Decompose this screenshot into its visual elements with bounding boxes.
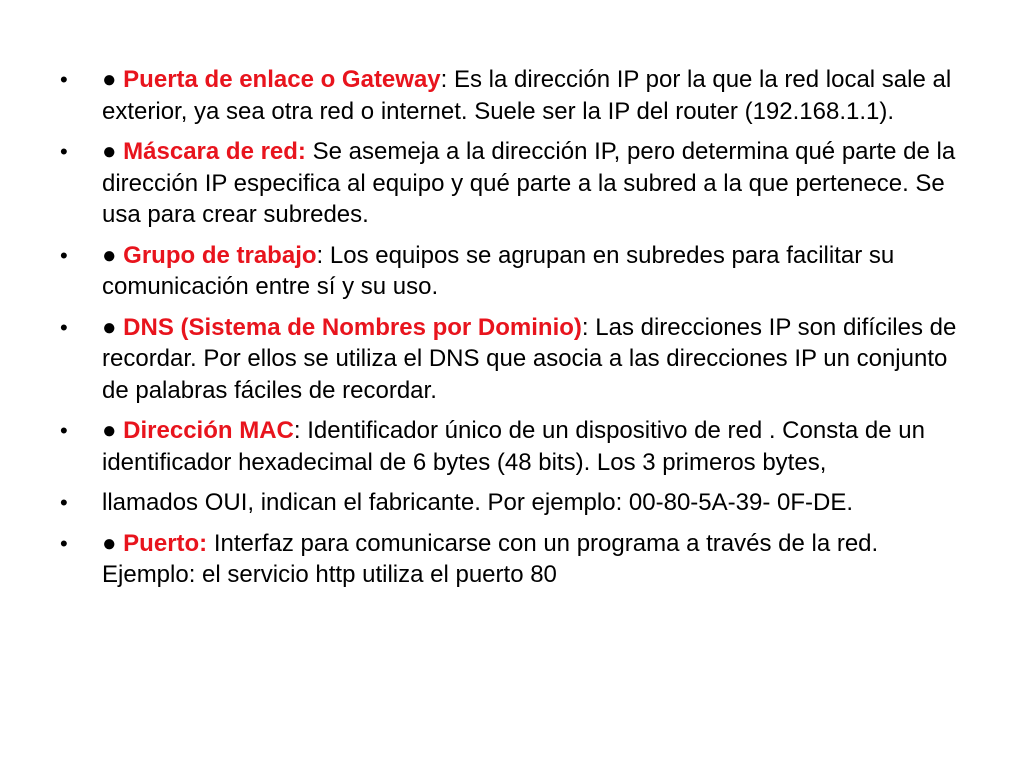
term-puerto: Puerto: bbox=[123, 529, 208, 557]
description-puerto: Interfaz para comunicarse con un programa a través de la red. Ejemplo: el servicio http utiliza el puerto 80 bbox=[102, 529, 879, 588]
circle-dot-icon: ● bbox=[102, 66, 124, 93]
description-dns: : Las direcciones IP son difíciles de recordar. Por ellos se utiliza el DNS que asocia a las direcciones IP un conjunto de palabras fáciles de recordar. bbox=[102, 313, 957, 404]
term-gateway: Puerta de enlace o Gateway bbox=[123, 66, 441, 93]
bullet-mac bbox=[58, 415, 978, 478]
circle-dot-icon: ● bbox=[102, 241, 124, 269]
bullet-list bbox=[58, 64, 978, 600]
bullet-puerto bbox=[58, 528, 978, 591]
bullet-marker: • bbox=[60, 490, 68, 515]
bullet-gateway bbox=[58, 64, 978, 127]
term-dns: DNS (Sistema de Nombres por Dominio) bbox=[123, 313, 582, 341]
term-mascara: Máscara de red: bbox=[123, 138, 306, 165]
bullet-marker: • bbox=[60, 418, 68, 443]
bullet-marker: • bbox=[60, 242, 68, 268]
bullet-marker: • bbox=[60, 139, 68, 164]
description-gateway: : Es la dirección IP por la que la red local sale al exterior, ya sea otra red o internet. Suele ser la IP del router (192.168.1.1). bbox=[102, 66, 952, 125]
circle-dot-icon: ● bbox=[102, 529, 124, 557]
description-mascara: Se asemeja a la dirección IP, pero determina qué parte de la dirección IP especifica al equipo y qué parte a la subred a la que pertenece. Se usa para crear subredes. bbox=[102, 138, 956, 228]
bullet-grupo bbox=[58, 240, 978, 303]
bullet-mascara bbox=[58, 136, 978, 231]
description-mac: : Identificador único de un dispositivo de red . Consta de un identificador hexadecimal de 6 bytes (48 bits). Los 3 primeros bytes, bbox=[102, 417, 925, 476]
circle-dot-icon: ● bbox=[102, 313, 124, 341]
term-mac: Dirección MAC bbox=[123, 417, 294, 444]
circle-dot-icon: ● bbox=[102, 138, 124, 165]
bullet-marker: • bbox=[60, 67, 68, 92]
bullet-oui bbox=[58, 487, 978, 519]
description-grupo: : Los equipos se agrupan en subredes para facilitar su comunicación entre sí y su uso. bbox=[102, 241, 895, 300]
description-oui: llamados OUI, indican el fabricante. Por ejemplo: 00-80-5A-39- 0F-DE. bbox=[102, 489, 854, 516]
circle-dot-icon: ● bbox=[102, 417, 124, 444]
bullet-dns bbox=[58, 312, 978, 407]
bullet-marker: • bbox=[60, 530, 68, 556]
term-grupo: Grupo de trabajo bbox=[123, 241, 317, 269]
bullet-marker: • bbox=[60, 314, 68, 340]
